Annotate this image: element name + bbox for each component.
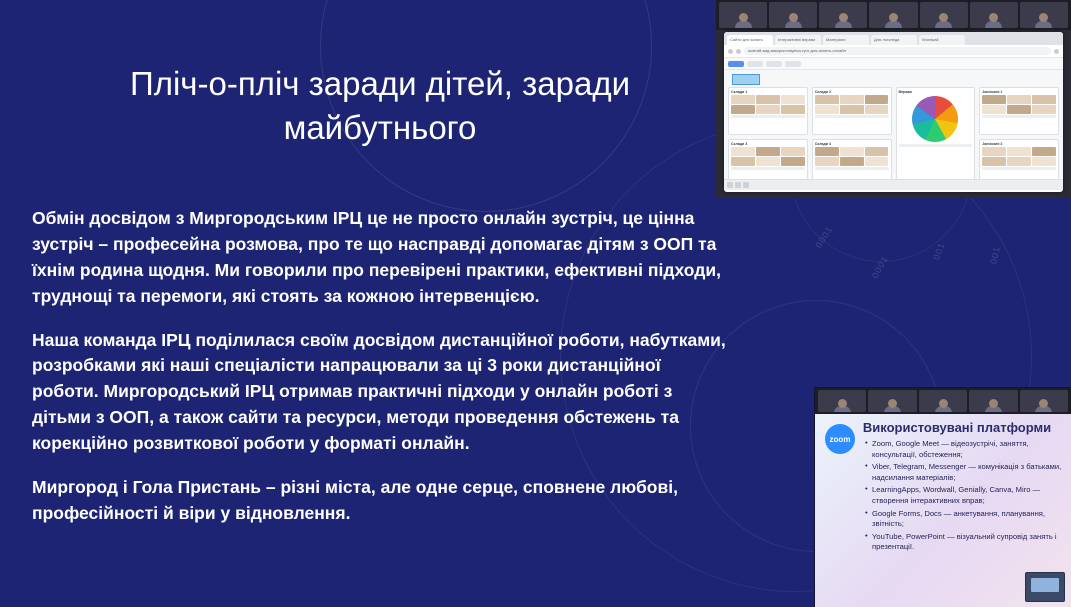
thumbnail — [1007, 157, 1031, 166]
card-title: Jamboard 2 — [982, 141, 1003, 146]
body-paragraph-3: Миргород і Гола Пристань – різні міста, але одне серце, сповнене любові, професійності й віри у відновлення. — [32, 477, 678, 523]
video-participant-strip — [716, 0, 1071, 30]
board-grid — [728, 87, 1059, 186]
board-card[interactable] — [979, 87, 1059, 135]
thumbnail — [1032, 105, 1056, 114]
thumbnail — [756, 95, 780, 104]
thumbnail — [815, 95, 839, 104]
list-item: • YouTube, PowerPoint — візуальний супровід занять і презентації. — [865, 532, 1063, 554]
video-tile — [819, 2, 867, 28]
browser-tab[interactable]: Для логопеда — [871, 35, 917, 45]
video-tile — [869, 2, 917, 28]
browser-board-screenshot — [716, 0, 1071, 198]
card-title: Склади 1 — [731, 90, 748, 94]
thumbnail — [781, 147, 805, 156]
video-tile — [970, 2, 1018, 28]
thumbnail — [756, 157, 780, 166]
thumbnail — [1007, 95, 1031, 104]
thumbnail — [815, 157, 839, 166]
board-status-bar — [724, 179, 1063, 190]
video-tile — [868, 390, 916, 412]
board-canvas — [724, 70, 1063, 190]
thumbnail — [756, 105, 780, 114]
thumbnail — [731, 157, 755, 166]
card-title: Склади 3 — [731, 141, 748, 146]
card-footer — [731, 115, 805, 118]
selection-box[interactable] — [732, 74, 760, 85]
thumbnail — [840, 157, 864, 166]
card-title: Вправи — [898, 90, 912, 94]
card-thumbnail-grid — [731, 147, 805, 166]
thumbnail — [815, 105, 839, 114]
list-item: • Zoom, Google Meet — відеозустрічі, заняття, консультації, обстеження; — [865, 439, 1063, 461]
card-footer — [982, 167, 1056, 170]
toolbar-button[interactable] — [766, 61, 782, 67]
body-paragraph-1: Обмін досвідом з Миргородським ІРЦ це не просто онлайн зустріч, це цінна зустріч – професейна розмова, про те що насправді допомагає дітям з ООП та їхнім родина щодня. Ми говорили про перевірені практики, ефективні підходи, труднощі та перемоги, які стоять за кожною інтервенцією. — [32, 208, 721, 306]
board-column — [812, 87, 892, 186]
board-card[interactable] — [812, 87, 892, 135]
thumbnail — [1032, 95, 1056, 104]
toolbar-button[interactable] — [785, 61, 801, 67]
thumbnail — [840, 147, 864, 156]
thumbnail — [731, 105, 755, 114]
board-tool-icon[interactable] — [743, 182, 749, 188]
video-tile — [920, 2, 968, 28]
video-tile — [1020, 2, 1068, 28]
card-title: Склади 2 — [814, 90, 831, 94]
slide-title: Пліч-о-пліч заради дітей, заради майбутнього — [129, 65, 631, 146]
list-item: • Viber, Telegram, Messenger — комунікація з батьками, надсилання матеріалів; — [865, 462, 1063, 484]
url-field[interactable]: жовтий-вид-використовуючи-гугл-для-занять-онлайн — [744, 47, 1051, 55]
video-tile — [818, 390, 866, 412]
body-paragraph-2: Наша команда ІРЦ поділилася своїм досвідом дистанційної роботи, набутками, розробками які наші спеціалісти напрацювали за ці 3 роки дистанційної роботи. Миргородський ІРЦ отримав практичні підходи у онлайн роботі з дітьми з ООП, а також сайти та ресурси, методи проведення обстежень та корекційно розвиткової роботи у форматі онлайн. — [32, 329, 726, 454]
video-tile — [1020, 390, 1068, 412]
card-title: Jamboard 1 — [982, 90, 1003, 94]
board-column — [728, 87, 808, 186]
card-footer — [815, 167, 889, 170]
board-column — [896, 87, 976, 186]
thumbnail — [865, 157, 889, 166]
thumbnail — [840, 105, 864, 114]
list-item: • LearningApps, Wordwall, Genially, Canva, Miro — створення інтерактивних вправ; — [865, 485, 1063, 507]
video-participant-strip — [815, 388, 1071, 414]
thumbnail — [840, 95, 864, 104]
platforms-list — [825, 439, 1063, 553]
browser-tab[interactable]: Інтерактивні вправи — [775, 35, 821, 45]
video-tile — [919, 390, 967, 412]
card-footer — [815, 115, 889, 118]
decorative-mark: 001 — [931, 240, 947, 262]
thumbnail — [781, 157, 805, 166]
platforms-heading: Використовувані платформи — [862, 420, 1052, 435]
thumbnail — [781, 95, 805, 104]
slide-body — [32, 206, 732, 527]
profile-avatar[interactable] — [1054, 49, 1059, 54]
spinner-wheel[interactable] — [912, 96, 958, 142]
app-toolbar — [724, 58, 1063, 70]
browser-tab[interactable]: Сайти для занять — [727, 35, 773, 45]
board-tool-icon[interactable] — [727, 182, 733, 188]
decorative-mark: 0001 — [869, 254, 891, 280]
thumbnail — [982, 147, 1006, 156]
browser-tab[interactable]: Матеріали — [823, 35, 869, 45]
thumbnail — [982, 157, 1006, 166]
zoom-logo-icon: zoom — [825, 424, 855, 454]
card-thumbnail-grid — [815, 147, 889, 166]
decorative-mark: 0001 — [813, 224, 835, 250]
decorative-mark: 001 — [988, 245, 1002, 265]
card-footer — [982, 115, 1056, 118]
thumbnail — [865, 147, 889, 156]
thumbnail — [865, 95, 889, 104]
card-title: Склади 4 — [814, 141, 831, 146]
thumbnail — [1032, 147, 1056, 156]
thumbnail — [1007, 105, 1031, 114]
thumbnail — [1032, 157, 1056, 166]
card-thumbnail-grid — [982, 95, 1056, 114]
thumbnail — [865, 105, 889, 114]
thumbnail — [815, 147, 839, 156]
browser-window — [724, 32, 1063, 192]
platforms-slide — [815, 414, 1071, 607]
board-column — [979, 87, 1059, 186]
thumbnail — [781, 105, 805, 114]
board-card-wheel[interactable] — [896, 87, 976, 186]
thumbnail — [731, 147, 755, 156]
platforms-slide-screenshot — [814, 387, 1071, 607]
video-tile — [719, 2, 767, 28]
video-tile — [769, 2, 817, 28]
card-footer — [731, 167, 805, 170]
browser-tab-bar — [724, 32, 1063, 45]
card-thumbnail-grid — [982, 147, 1056, 166]
thumbnail — [1007, 147, 1031, 156]
back-icon[interactable] — [728, 49, 733, 54]
decorative-laptop-image — [1025, 572, 1065, 602]
thumbnail — [756, 147, 780, 156]
list-item: • Google Forms, Docs — анкетування, планування, звітність; — [865, 509, 1063, 531]
toolbar-primary-button[interactable] — [728, 61, 744, 67]
thumbnail — [731, 95, 755, 104]
browser-address-bar[interactable] — [724, 45, 1063, 58]
video-tile — [969, 390, 1017, 412]
forward-icon[interactable] — [736, 49, 741, 54]
board-card[interactable] — [728, 87, 808, 135]
toolbar-button[interactable] — [747, 61, 763, 67]
browser-tab[interactable]: Wordwall — [919, 35, 965, 45]
thumbnail — [982, 105, 1006, 114]
card-footer — [899, 144, 973, 147]
thumbnail — [982, 95, 1006, 104]
card-thumbnail-grid — [731, 95, 805, 114]
card-thumbnail-grid — [815, 95, 889, 114]
board-tool-icon[interactable] — [735, 182, 741, 188]
